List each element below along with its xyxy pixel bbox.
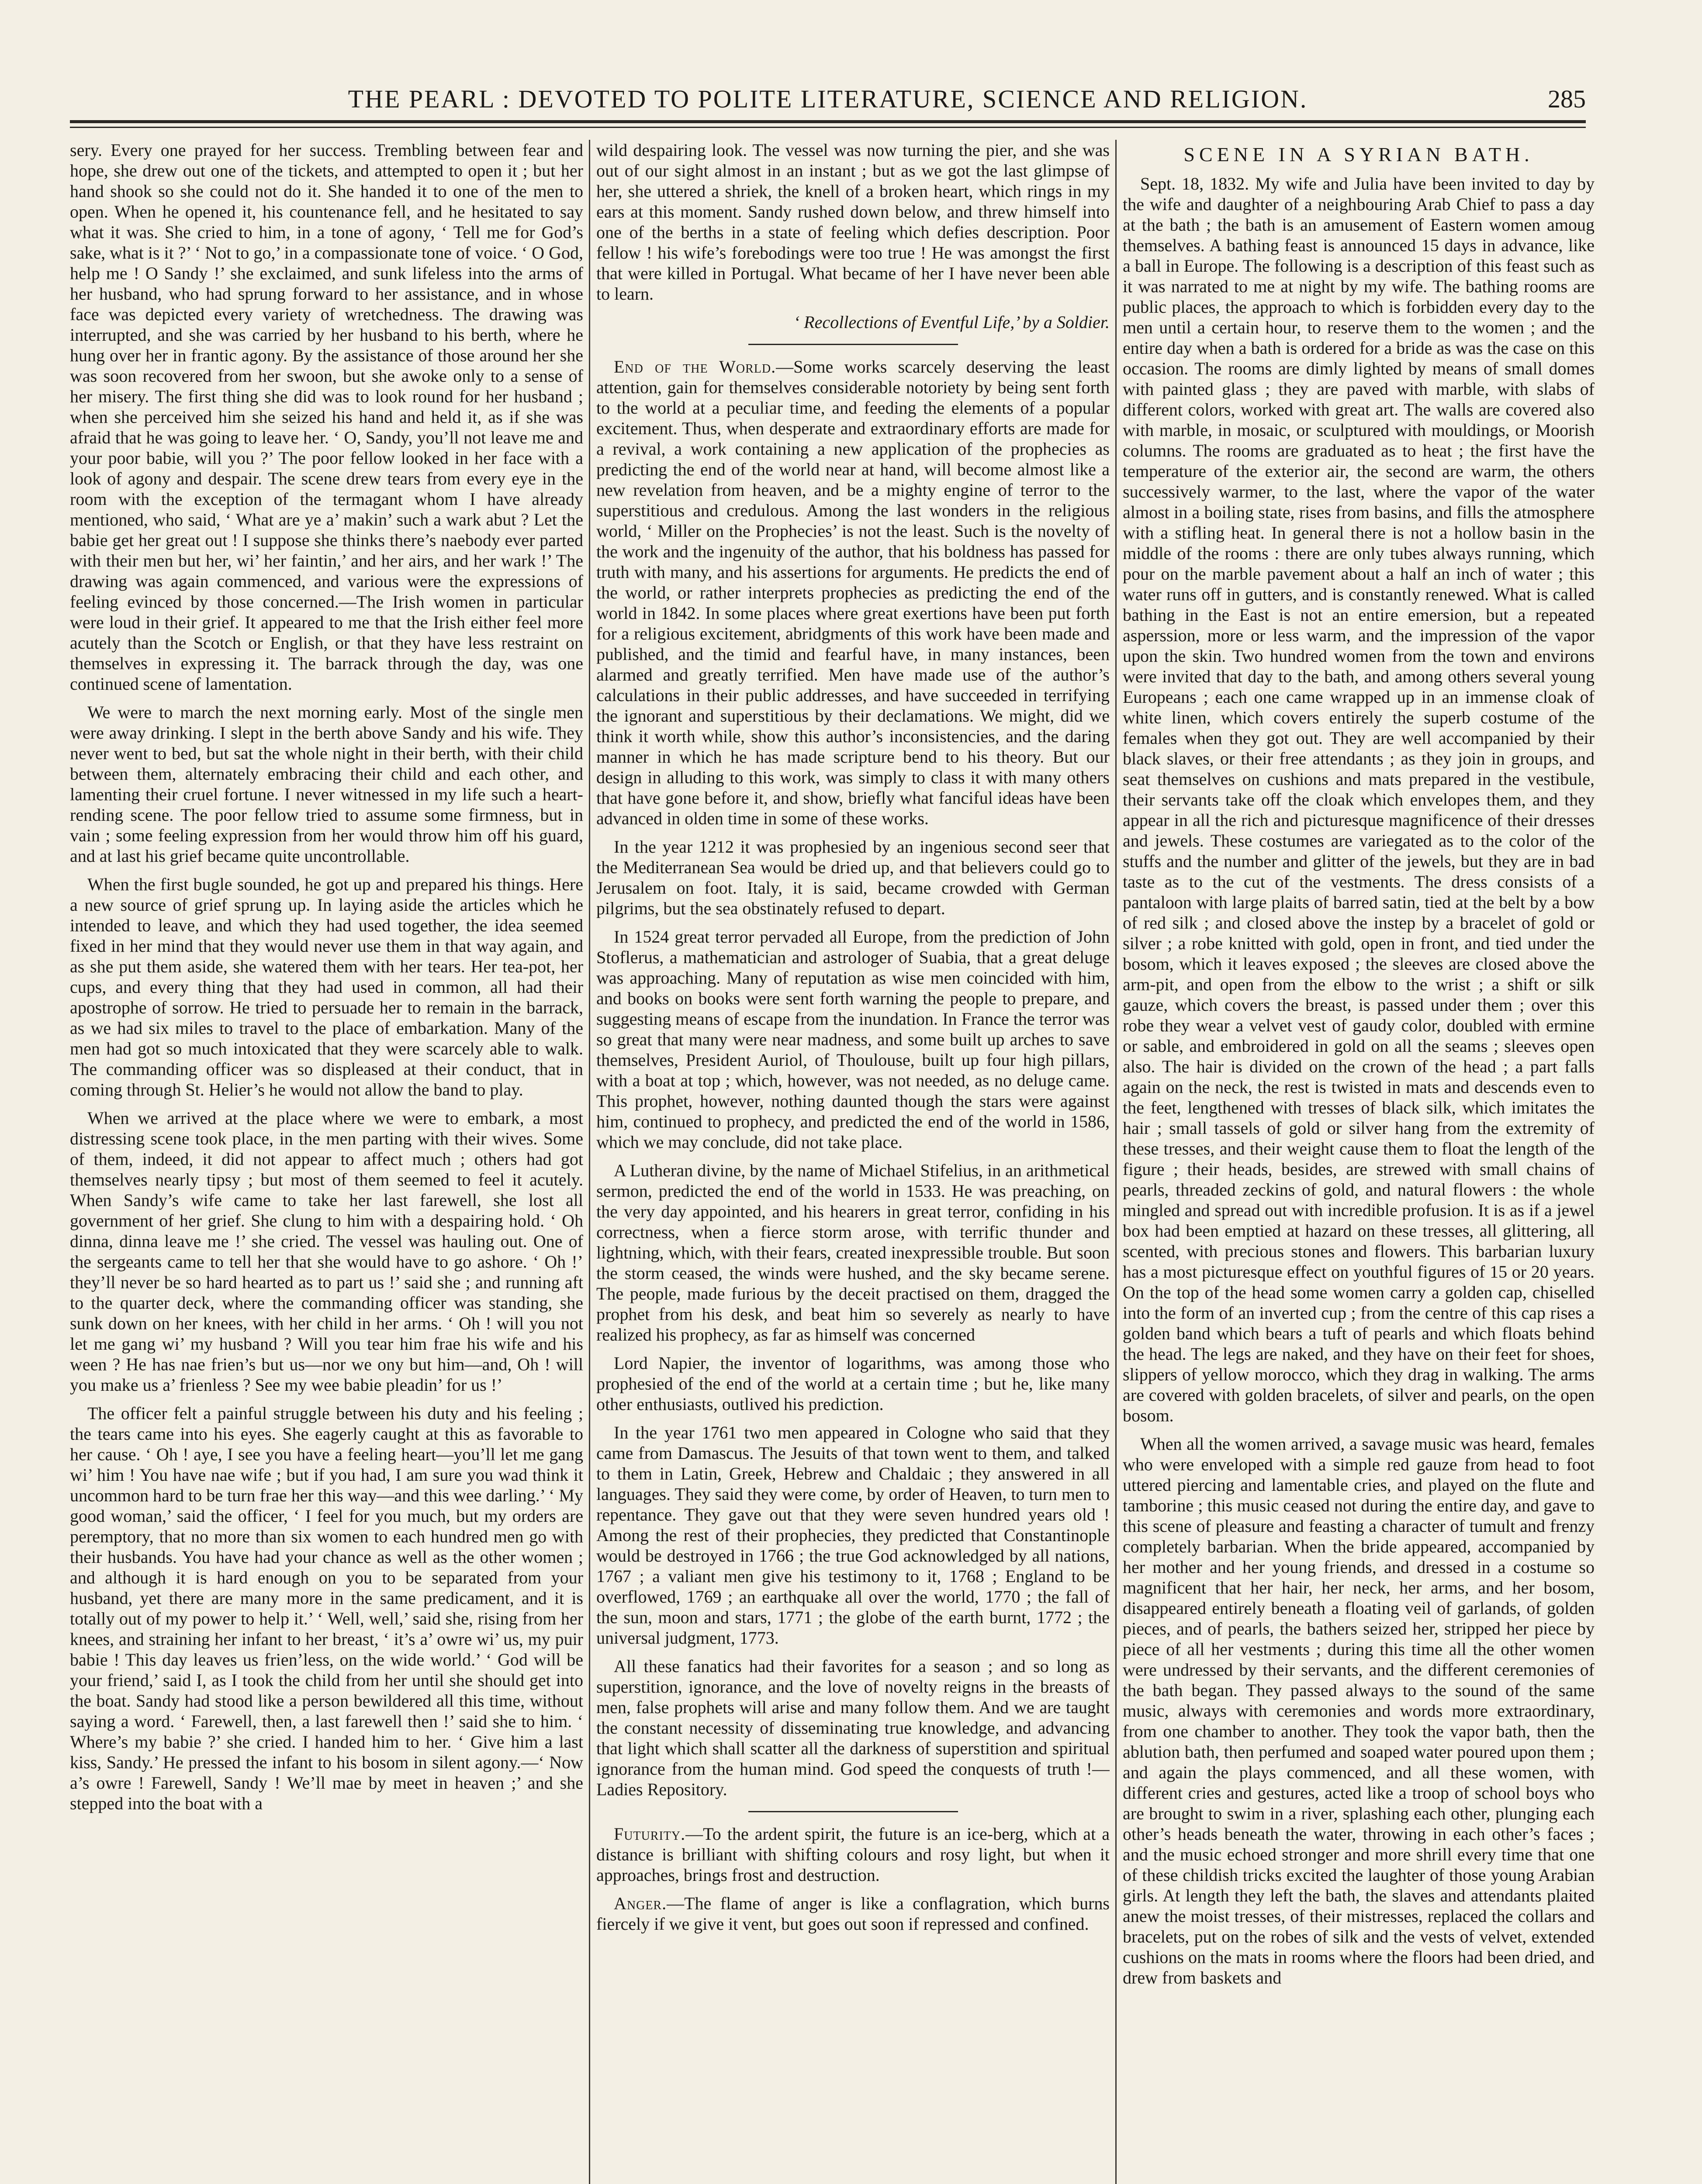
article-heading: End of the World.	[614, 357, 776, 377]
header-rule-thick	[70, 120, 1586, 123]
paragraph: When we arrived at the place where we were to embark, a most distressing scene took place, in the men parting with their wives. Some of them, indeed, it did not appear to affect much ; others had got themselves nearly tipsy ; but most of them seemed to feel it acutely. When Sandy’s wife came to take her last farewell, she lost all government of her grief. She clung to him with a despairing hold. ‘ Oh dinna, dinna leave me !’ she cried. The vessel was hauling out. One of the sergeants came to tell her that she would have to go ashore. ‘ Oh !’ they’ll never be so hard hearted as to part us !’ said she ; and running aft to the quarter deck, where the commanding officer was standing, she sunk down on her knees, with her child in her arms. ‘ Oh ! will you not let me gang wi’ my husband ? Will you tear him frae his wife and his ween ? He has nae frien’s but us—nor we ony but him—and, Oh ! will you make us a’ frienless ? See my wee babie pleadin’ for us !’	[70, 1108, 583, 1395]
paragraph: The officer felt a painful struggle between his duty and his feeling ; the tears came into his eyes. She eagerly caught at this as favorable to her cause. ‘ Oh ! aye, I see you have a feeling heart—you’ll let me gang wi’ him ! You have nae wife ; but if you had, I am sure you wad think it uncommon hard to be turn frae her this way—and this wee darling.’ ‘ My good woman,’ said the officer, ‘ I feel for you much, but my orders are peremptory, that no more than six women to each hundred men go with their husbands. You have had your chance as well as the other women ; and although it is hard enough on you to be separated from your husband, yet there are many more in the same predicament, and it is totally out of my power to help it.’ ‘ Well, well,’ said she, rising from her knees, and straining her infant to her breast, ‘ it’s a’ owre wi’ us, my puir babie ! This day leaves us frien’less, on the wide world.’ ‘ God will be your friend,’ said I, as I took the child from her until she should get into the boat. Sandy had stood like a person bewildered all this time, without saying a word. ‘ Farewell, then, a last farewell then !’ said she to him. ‘ Where’s my babie ?’ she cried. I handed him to her. ‘ Give him a last kiss, Sandy.’ He pressed the infant to his bosom in silent agony.—‘ Now a’s owre ! Farewell, Sandy ! We’ll mae by meet in heaven ;’ and she stepped into the boat with a	[70, 1403, 583, 1813]
article-title: SCENE IN A SYRIAN BATH.	[1183, 143, 1534, 166]
article-text: —To the ardent spirit, the future is an ice-berg, which at a distance is brilliant with shifting colours and rosy light, but when it approaches, brings frost and destruction.	[596, 1824, 1110, 1885]
paragraph: In 1524 great terror pervaded all Europe, from the prediction of John Stoflerus, a mathematician and astrologer of Suabia, that a great deluge was approaching. Many of reputation as wise men coincided with him, and books on books were sent forth warning the people to prepare, and suggesting means of escape from the inundation. In France the terror was so great that many were near madness, and some built up arches to save themselves, President Auriol, of Thoulouse, built up four high pillars, with a boat at top ; which, however, was not needed, as no deluge came. This prophet, however, nothing daunted though the stars were against him, continued to prophecy, and predicted the end of the world in 1586, which we may conclude, did not take place.	[596, 927, 1110, 1152]
paragraph: Sept. 18, 1832. My wife and Julia have been invited to day by the wife and daughter of a neighbouring Arab Chief to pass a day at the bath ; the bath is an amusement of Eastern women amoug themselves. A bathing feast is announced 15 days in advance, like a ball in Europe. The following is a description of this feast such as it was narrated to me at night by my wife. The bathing rooms are public places, the approach to which is forbidden every day to the men until a certain hour, to reserve them to the women ; and the entire day when a bath is ordered for a bride as was the case on this occasion. The rooms are dimly lighted by means of small domes with painted glass ; they are paved with marble, with slabs of different colors, worked with great art. The walls are covered also with marble, in mosaic, or sculptured with mouldings, or Moorish columns. The rooms are graduated as to heat ; the first have the temperature of the exterior air, the second are warm, the others successively warmer, to the last, where the vapor of the water almost in a boiling state, rises from basins, and fills the atmosphere with a stifling heat. In general there is not a hollow basin in the middle of the rooms : there are only tubes always running, which pour on the marble pavement about a half an inch of water ; this water runs off in gutters, and is constantly renewed. What is called bathing in the East is not an entire emersion, but a repeated asperssion, more or less warm, and the impression of the vapor upon the skin. Two hundred women from the town and environs were invited that day to the bath, and among others several young Europeans ; each one came wrapped up in an immense cloak of white linen, which covers entirely the superb costume of the females when they got out. They are well accompanied by their black slaves, or their free attendants ; as they join in groups, and seat themselves on cushions and mats prepared in the vestibule, their servants take off the cloak which envelopes them, and they appear in all the rich and picturesque magnificence of their dresses and jewels. These costumes are variegated as to the color of the stuffs and the number and glitter of the jewels, but they are in bad taste as to the cut of the vestments. The dress consists of a pantaloon with large plaits of barred satin, tied at the belt by a bow of red silk ; and closed above the instep by a bracelet of gold or silver ; a robe knitted with gold, open in front, and tied under the bosom, which it leaves exposed ; the sleeves are closed above the arm-pit, and open from the elbow to the wrist ; a shift or silk gauze, which covers the breast, is passed under them ; over this robe they wear a velvet vest of gaudy color, doubled with ermine or sable, and embroidered in gold on all the seams ; sleeves open also. The hair is divided on the crown of the head ; a part falls again on the neck, the rest is twisted in mats and descends even to the feet, lengthened with tresses of black silk, which imitates the hair ; small tassels of gold or silver hang from the extremity of these tresses, and their weight cause them to float the length of the figure ; their heads, besides, are strewed with small chains of pearls, threaded zeckins of gold, and natural flowers : the whole mingled and spread out with incredible profusion. It is as if a jewel box had been emptied at hazard on these tresses, all glittering, all scented, with precious stones and flowers. This barbarian luxury has a most picturesque effect on youthful figures of 15 or 20 years. On the top of the head some women carry a golden cap, chiselled into the form of an inverted cup ; from the centre of this cap rises a golden band which bears a tuft of pearls and which floats behind the head. The legs are naked, and they have on their feet for shoes, slippers of yellow morocco, which they drag in walking. The arms are covered with golden bracelets, of silver and pearls, on the open bosom.	[1123, 174, 1595, 1425]
section-divider	[748, 344, 958, 345]
column-right	[1123, 140, 1595, 2184]
article-end-of-world	[596, 356, 1110, 829]
article-futurity	[596, 1824, 1110, 1885]
paragraph: wild despairing look. The vessel was now turning the pier, and she was out of our sight almost in an instant ; but as we got the last glimpse of her, she uttered a shriek, the knell of a broken heart, which rings in my ears at this moment. Sandy rushed down below, and threw himself into one of the berths in a state of feeling which defies description. Poor fellow ! his wife’s forebodings were too true ! He was amongst the first that were killed in Portugal. What became of her I have never been able to learn.	[596, 140, 1110, 304]
article-heading: Futurity.	[614, 1824, 686, 1844]
page-header	[70, 66, 1586, 114]
article-heading: Anger.	[614, 1894, 667, 1913]
section-divider	[748, 1811, 958, 1812]
column-divider	[589, 140, 590, 2184]
article-anger	[596, 1893, 1110, 1934]
paragraph: When the first bugle sounded, he got up and prepared his things. Here a new source of grief sprung up. In laying aside the articles which he intended to leave, and which they had used together, the idea seemed fixed in her mind that they would never use them in that way again, and as she put them aside, she watered them with her tears. Her tea-pot, her cups, and every thing that they had used in common, all had their apostrophe of sorrow. He tried to persuade her to remain in the barrack, as we had six miles to travel to the place of embarkation. Many of the men had got so much intoxicated that they were scarcely able to walk. The commanding officer was so displeased at their conduct, that in coming through St. Helier’s he would not allow the band to play.	[70, 874, 583, 1099]
article-text: —The flame of anger is like a conflagration, which burns fiercely if we give it vent, but goes out soon if repressed and confined.	[596, 1894, 1110, 1934]
column-divider	[1115, 140, 1117, 2184]
paragraph: When all the women arrived, a savage music was heard, females who were enveloped with a simple red gauze from head to foot uttered piercing and lamentable cries, and played on the flute and tamborine ; this music ceased not during the entire day, and gave to this scene of pleasure and feasting a character of tumult and frenzy completely barbarian. When the bride appeared, accompanied by her mother and her young friends, and dressed in a costume so magnificent that her hair, her neck, her arms, and her bosom, disappeared entirely beneath a floating veil of garlands, of golden pieces, and of pearls, the bathers seized her, stripped her piece by piece of all her vestments ; during this time all the other women were undressed by their servants, and the different ceremonies of the bath began. They passed always to the sound of the same music, always with ceremonies and words more extraordinary, from one chamber to another. They took the vapor bath, then the ablution bath, then perfumed and soaped water poured upon them ; and again the plays commenced, and all these women, with different cries and gestures, acted like a troop of school boys who are brought to swim in a river, splashing each other, plunging each other’s heads beneath the water, throwing in each other’s faces ; and the music echoed stronger and more shrill every time that one of these childish tricks excited the laughter of those young Arabian girls. At length they left the bath, the slaves and attendants plaited anew the moist tresses, of their mistresses, replaced the collars and bracelets, put on the robes of silk and the vests of velvet, extended cushions on the mats in rooms where the floors had been dried, and drew from baskets and	[1123, 1434, 1595, 1987]
page-number: 285	[1548, 85, 1586, 113]
paragraph: Lord Napier, the inventor of logarithms, was among those who prophesied of the end of the world at a certain time ; but he, like many other enthusiasts, outlived his prediction.	[596, 1353, 1110, 1414]
paragraph: A Lutheran divine, by the name of Michael Stifelius, in an arithmetical sermon, predicted the end of the world in 1533. He was preaching, on the very day appointed, and his hearers in great terror, confiding in his correctness, when a fierce storm arose, with terrific thunder and lightning, which, with their fears, created inexpressible trouble. But soon the storm ceased, the winds were hushed, and the sky became serene. The people, made furious by the deceit practised on them, dragged the prophet from his desk, and beat him so severely as nearly to have realized his prophecy, as far as himself was concerned	[596, 1161, 1110, 1344]
paragraph: We were to march the next morning early. Most of the single men were away drinking. I slept in the berth above Sandy and his wife. They never went to bed, but sat the whole night in their berth, with their child between them, alternately embracing their child and each other, and lamenting their cruel fortune. I never witnessed in my life such a heart-rending scene. The poor fellow tried to assume some firmness, but in vain ; some feeling expression from her would throw him off his guard, and at last his grief became quite uncontrollable.	[70, 702, 583, 866]
article-text: —Some works scarcely deserving the least attention, gain for themselves considerable notoriety by being sent forth to the world at a peculiar time, and feeding the elements of a popular excitement. Thus, when desperate and extraordinary efforts are made for a revival, a work containing a new application of the prophecies as predicting the end of the world near at hand, will become almost like a new revelation from heaven, and be a mighty engine of terror to the superstitious and credulous. Among the last wonders in the religious world, ‘ Miller on the Prophecies’ is not the least. Such is the novelty of the work and the ingenuity of the author, that his boldness has passed for truth with many, and his assertions for arguments. He predicts the end of the world, or rather interprets prophecies as predicting the end of the world in 1842. In some places where great exertions have been put forth for a religious excitement, abridgments of this work have been made and published, and the timid and fearful have, in many instances, been alarmed and greatly terrified. Men have made use of the author’s calculations in their public addresses, and have succeeded in terrifying the ignorant and superstitious by their declamations. We might, did we think it worth while, show this author’s inconsistencies, and the daring manner in which he has made scripture bend to his theory. But our design in alluding to this work, was simply to class it with many others that have gone before it, and show, briefly what fanciful ideas have been advanced in olden time in some of these works.	[596, 357, 1110, 828]
paragraph: In the year 1761 two men appeared in Cologne who said that they came from Damascus. The Jesuits of that town went to them, and talked to them in Latin, Greek, Hebrew and Chaldaic ; they answered in all languages. They said they were come, by order of Heaven, to turn men to repentance. They gave out that they were seven hundred years old ! Among the rest of their prophecies, they predicted that Constantinople would be destroyed in 1766 ; the true God acknowledged by all nations, 1767 ; a valiant men give his testimony to it, 1768 ; England to be overflowed, 1769 ; an earthquake all over the world, 1770 ; the fall of the sun, moon and stars, 1771 ; the globe of the earth burnt, 1772 ; the universal judgment, 1773.	[596, 1423, 1110, 1648]
column-middle	[596, 140, 1110, 2184]
periodical-title: THE PEARL : DEVOTED TO POLITE LITERATURE, SCIENCE AND RELIGION.	[348, 85, 1308, 113]
paragraph: All these fanatics had their favorites for a season ; and so long as superstition, ignorance, and the love of novelty reigns in the breasts of men, false prophets will arise and many follow them. And we are taught the constant necessity of disseminating true knowledge, and advancing that light which shall scatter all the darkness of superstition and spiritual ignorance from the human mind. God speed the conquests of truth !—Ladies Repository.	[596, 1656, 1110, 1799]
paragraph: sery. Every one prayed for her success. Trembling between fear and hope, she drew out one of the tickets, and attempted to open it ; but her hand shook so she could not do it. She handed it to one of the men to open. When he opened it, his countenance fell, and he hesitated to say what it was. She cried to him, in a tone of agony, ‘ Tell me for God’s sake, what is it ?’ ‘ Not to go,’ in a compassionate tone of voice. ‘ O God, help me ! O Sandy !’ she exclaimed, and sunk lifeless into the arms of her husband, who had sprung forward to her assistance, and in whose face was depicted every variety of wretchedness. The drawing was interrupted, and she was carried by her husband to his berth, where he hung over her in frantic agony. By the assistance of those around her she was soon recovered from her swoon, but she awoke only to a sense of her misery. The first thing she did was to look round for her husband ; when she perceived him she seized his hand and held it, as if she was afraid that he was going to leave her. ‘ O, Sandy, you’ll not leave me and your poor babie, will you ?’ The poor fellow looked in her face with a look of agony and despair. The scene drew tears from every eye in the room with the exception of the termagant whom I have already mentioned, who said, ‘ What are ye a’ makin’ such a wark abut ? Let the babie get her great out ! I suppose she thinks there’s naebody ever parted with their men but her, wi’ her faintin,’ and her airs, and her wark !’ The drawing was again commenced, and various were the expressions of feeling evinced by those concerned.—The Irish women in particular were loud in their grief. It appeared to me that the Irish either feel more acutely than the Scotch or English, or that they have less restraint on themselves in expressing it. The barrack through the day, was one continued scene of lamentation.	[70, 140, 583, 694]
header-rule-thin	[70, 127, 1586, 128]
source-citation: ‘ Recollections of Eventful Life,’ by a Soldier.	[793, 312, 1110, 332]
paragraph: In the year 1212 it was prophesied by an ingenious second seer that the Mediterranean Sea would be dried up, and that believers could go to Jerusalem on foot. Italy, it is said, became crowded with German pilgrims, but the sea obstinately refused to depart.	[596, 837, 1110, 918]
column-left	[70, 140, 583, 2184]
